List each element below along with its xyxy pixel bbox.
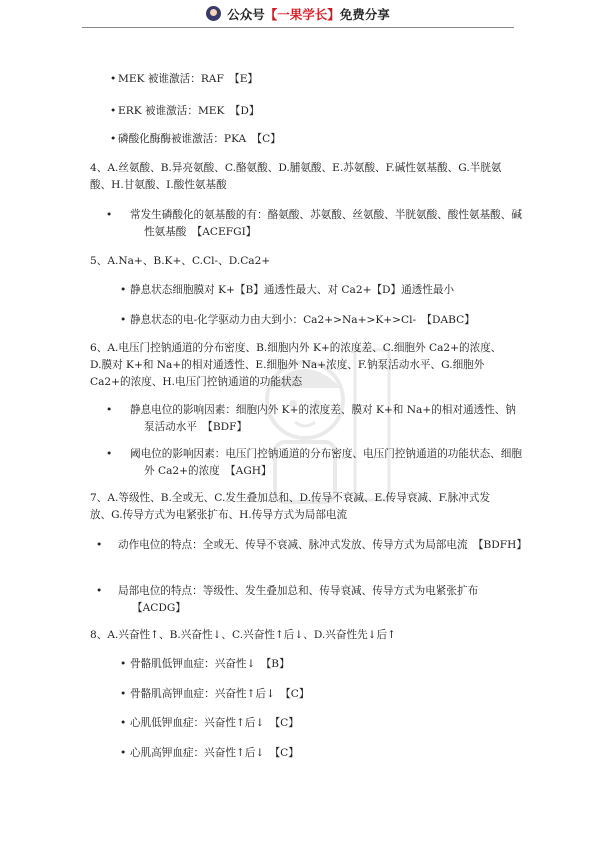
list-item: • 骨骼肌低钾血症：兴奋性↓ 【B】 <box>130 656 510 673</box>
list-item: • 动作电位的特点：全或无、传导不衰减、脉冲式发放、传导方式为局部电流 【BDFH】 <box>118 537 524 554</box>
list-item: • 静息状态的电-化学驱动力由大到小：Ca2+>Na+>K+>Cl- 【DABC】 <box>130 312 510 329</box>
list-item: • 心肌低钾血症：兴奋性↑后↓ 【C】 <box>130 715 510 732</box>
list-item: • ERK 被谁激活：MEK 【D】 <box>118 103 510 120</box>
list-item: • MEK 被谁激活：RAF 【E】 <box>118 71 510 88</box>
list-item: • 心肌高钾血症：兴奋性↑后↓ 【C】 <box>130 745 510 762</box>
list-item: • 常发生磷酸化的氨基酸的有：酪氨酸、苏氨酸、丝氨酸、半胱氨酸、酸性氨基酸、碱性氨基酸 【ACEFGI】 <box>130 207 524 241</box>
list-item: • 静息状态细胞膜对 K+【B】通透性最大、对 Ca2+【D】通透性最小 <box>130 282 510 299</box>
header-prefix: 公众号 <box>227 6 265 22</box>
question-5: 5、A.Na+、B.K+、C.Cl-、D.Ca2+ <box>90 255 271 267</box>
list-item: • 骨骼肌高钾血症：兴奋性↑后↓ 【C】 <box>130 686 510 703</box>
question-7: 7、A.等级性、B.全或无、C.发生叠加总和、D.传导不衰减、E.传导衰减、F.脉冲式发放、G.传导方式为电紧张扩布、H.传导方式为局部电流 <box>90 492 491 521</box>
question-6: 6、A.电压门控钠通道的分布密度、B.细胞内外 K+的浓度差、C.细胞外 Ca2+的浓度、D.膜对 K+和 Na+的相对通透性、E.细胞外 Na+浓度、F.钠泵活动水平、G.细胞外 Ca2+的浓度、H.电压门控钠通道的功能状态 <box>90 342 502 388</box>
list-item: • 磷酸化酶酶被谁激活：PKA 【C】 <box>118 131 510 148</box>
list-item: • 局部电位的特点：等级性、发生叠加总和、传导衰减、传导方式为电紧张扩布 【ACDG】 <box>118 583 524 617</box>
header-bracket-close: 】 <box>327 6 340 22</box>
question-8: 8、A.兴奋性↑、B.兴奋性↓、C.兴奋性↑后↓、D.兴奋性先↓后↑ <box>90 629 397 641</box>
header-highlight: 一果学长 <box>277 6 328 22</box>
question-4: 4、A.丝氨酸、B.异亮氨酸、C.酪氨酸、D.脯氨酸、E.苏氨酸、F.碱性氨基酸、G.半胱氨酸、H.甘氨酸、I.酸性氨基酸 <box>90 162 502 191</box>
list-item: • 阈电位的影响因素：电压门控钠通道的分布密度、电压门控钠通道的功能状态、细胞外 Ca2+的浓度 【AGH】 <box>130 446 524 480</box>
list-item: • 静息电位的影响因素：细胞内外 K+的浓度差、膜对 K+和 Na+的相对通透性、钠泵活动水平 【BDF】 <box>130 402 524 436</box>
header-suffix: 免费分享 <box>339 6 390 22</box>
header-bracket-open: 【 <box>264 6 278 22</box>
